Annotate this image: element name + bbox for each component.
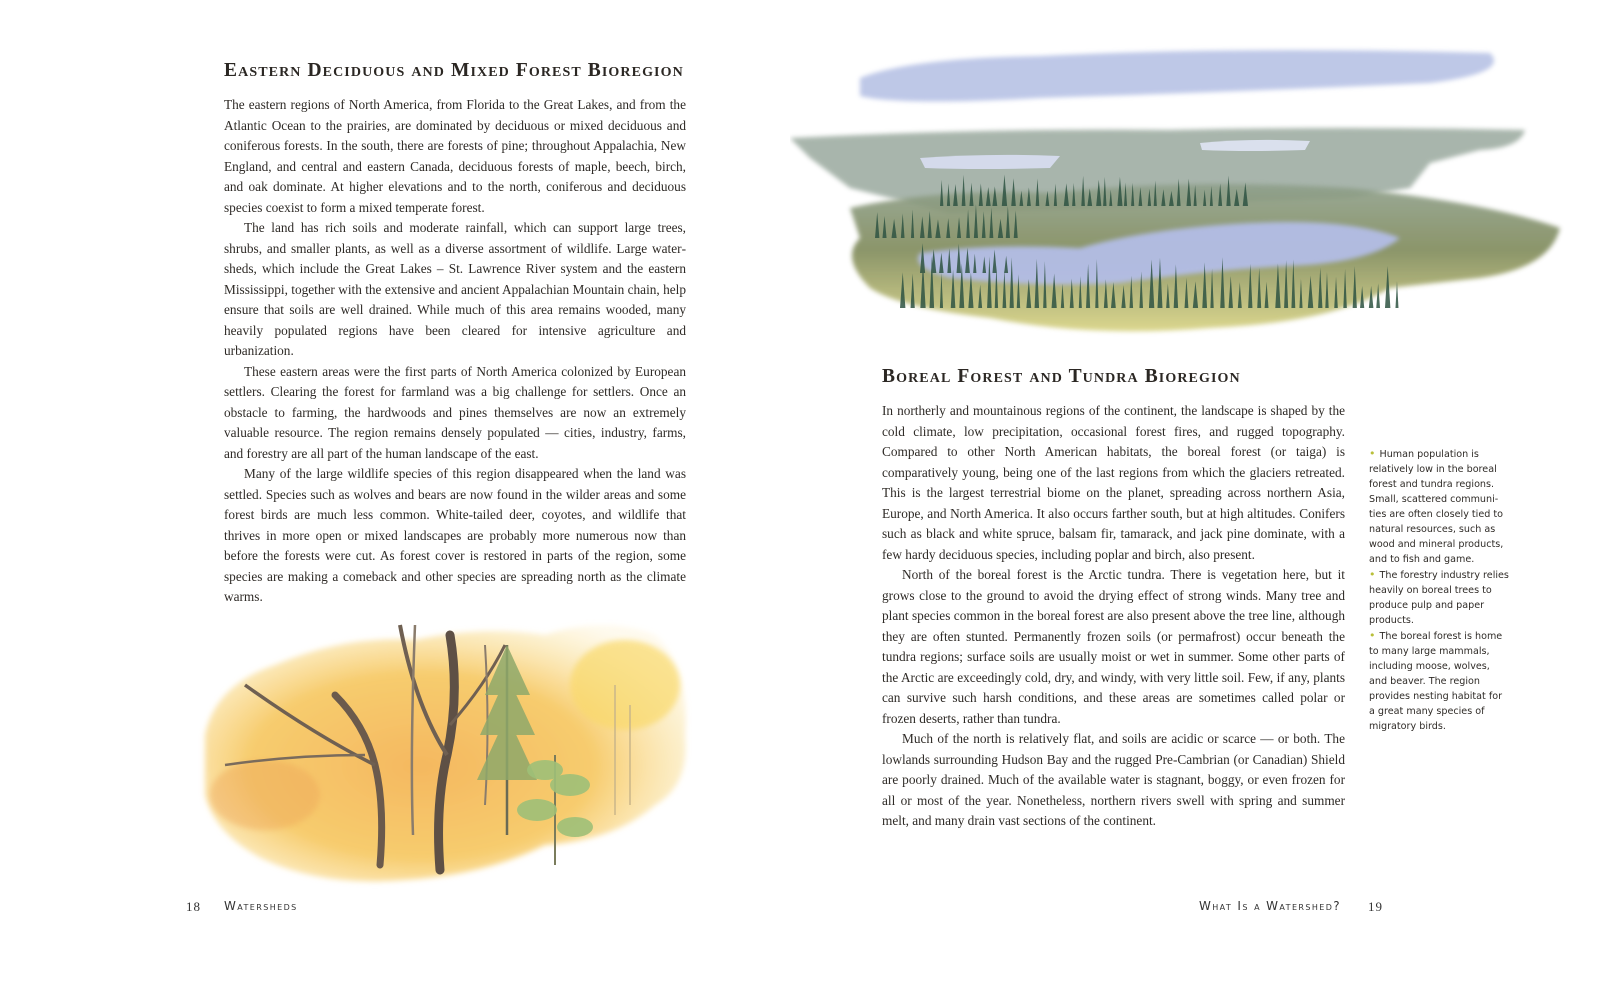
boreal-landscape-illustration bbox=[790, 38, 1570, 338]
paragraph: In northerly and mountainous regions of the continent, the landscape is shaped by the cold climate, low precipitation, occasional forest fires, and rugged topography. Compared to other North American habitats, the boreal forest (or taiga) is comparatively young, being one of the last regions from which the glaciers retreated. This is the largest terrestrial biome on the planet, spreading across northern Asia, Europe, and North America. It also occurs farther south, but at high altitudes. Conifers such as black and white spruce, balsam fir, tamarack, and jack pine dominate, with a few hardy deciduous species, including poplar and birch, also present. bbox=[882, 403, 1345, 562]
running-head-left: Watersheds bbox=[224, 899, 298, 913]
sidebar-note: • Human population is relatively low in the boreal forest and tundra regions. Small, scattered communities are often closely tied to natural resources, such as wood and mineral products, and to fish and game. bbox=[1369, 447, 1504, 565]
right-page bbox=[800, 0, 1600, 1000]
watercolor-boreal-lake-icon bbox=[790, 38, 1570, 338]
bullet-icon: • bbox=[1369, 629, 1376, 642]
sidebar-note: • The forestry industry relies heavily on boreal trees to produce pulp and paper products. bbox=[1369, 568, 1509, 626]
section-heading-boreal-forest: Boreal Forest and Tundra Bioregion bbox=[882, 366, 1241, 387]
paragraph: Many of the large wildlife species of this region disappeared when the land was settled. Species such as wolves and bears are now found in the wilder areas and some forest birds are much less common. White-tailed deer, coyotes, and wildlife that thrives in more open or mixed landscapes are probably more numerous now than before the forests were cut. As forest cover is restored in parts of the region, some species are making a comeback and other species are spreading north as the climate warms. bbox=[224, 466, 686, 604]
paragraph: The land has rich soils and moderate rainfall, which can support large trees, shrubs, and smaller plants, as well as a diverse assortment of wildlife. Large watersheds, which include the Great Lakes – St. Lawrence River system and the eastern Mississippi, together with the extensive and ancient Appalachian Mountain chain, help ensure that soils are well drained. While much of this area remains wooded, many heavily populated regions have been cleared for intensive agriculture and urbanization. bbox=[224, 220, 686, 358]
paragraph: Much of the north is relatively flat, and soils are acidic or scarce — or both. The lowlands surrounding Hudson Bay and the rugged Pre-Cambrian (or Canadian) Shield are poorly drained. Much of the available water is stagnant, boggy, or even frozen for all or most of the year. Nonetheless, northern rivers swell with spring and summer melt, and many drain vast sections of the continent. bbox=[882, 731, 1345, 828]
paragraph: The eastern regions of North America, from Florida to the Great Lakes, and from the Atlantic Ocean to the prairies, are dominated by deciduous or mixed deciduous and coniferous forests. In the south, there are forests of pine; throughout Appalachia, New England, and central and eastern Canada, deciduous forests of maple, beech, birch, and oak dominate. At higher elevations and to the north, coniferous and deciduous species coexist to form a mixed temperate forest. bbox=[224, 97, 686, 215]
paragraph: North of the boreal forest is the Arctic tundra. There is vegetation here, but it grows close to the ground to avoid the drying effect of strong winds. Many tree and plant species common in the boreal forest are also present above the tree line, although they are often stunted. Permanently frozen soils (or permafrost) occur beneath the tundra regions; surface soils are usually moist or wet in summer. Some other parts of the Arctic are exceedingly cold, dry, and windy, with very little soil. Few, if any, plants can survive such harsh conditions, and these areas are sometimes called polar or frozen deserts, rather than tundra. bbox=[882, 567, 1345, 726]
paragraph: These eastern areas were the first parts of North America colonized by European settlers. Clearing the forest for farmland was a big challenge for settlers. Once an obstacle to farming, the hardwoods and pines themselves are now an extremely valuable resource. The region remains densely populated — cities, industry, farms, and forestry are all part of the human landscape of the east. bbox=[224, 363, 686, 461]
watercolor-autumn-forest-icon bbox=[185, 605, 695, 890]
sidebar-note: • The boreal forest is home to many large mammals, including moose, wolves, and beaver. The region provides nesting habitat for a great many species of migratory birds. bbox=[1369, 629, 1503, 732]
sidebar-notes bbox=[1369, 446, 1509, 734]
bullet-icon: • bbox=[1369, 568, 1376, 581]
page-number-left: 18 bbox=[186, 899, 201, 914]
running-head-right: What Is a Watershed? bbox=[1199, 899, 1342, 913]
page-number-right: 19 bbox=[1368, 899, 1383, 914]
body-text-eastern-forest bbox=[224, 95, 686, 608]
body-text-boreal-forest bbox=[882, 401, 1345, 832]
section-heading-eastern-forest: Eastern Deciduous and Mixed Forest Bioregion bbox=[224, 60, 684, 81]
autumn-forest-illustration bbox=[185, 605, 695, 890]
bullet-icon: • bbox=[1369, 447, 1376, 460]
